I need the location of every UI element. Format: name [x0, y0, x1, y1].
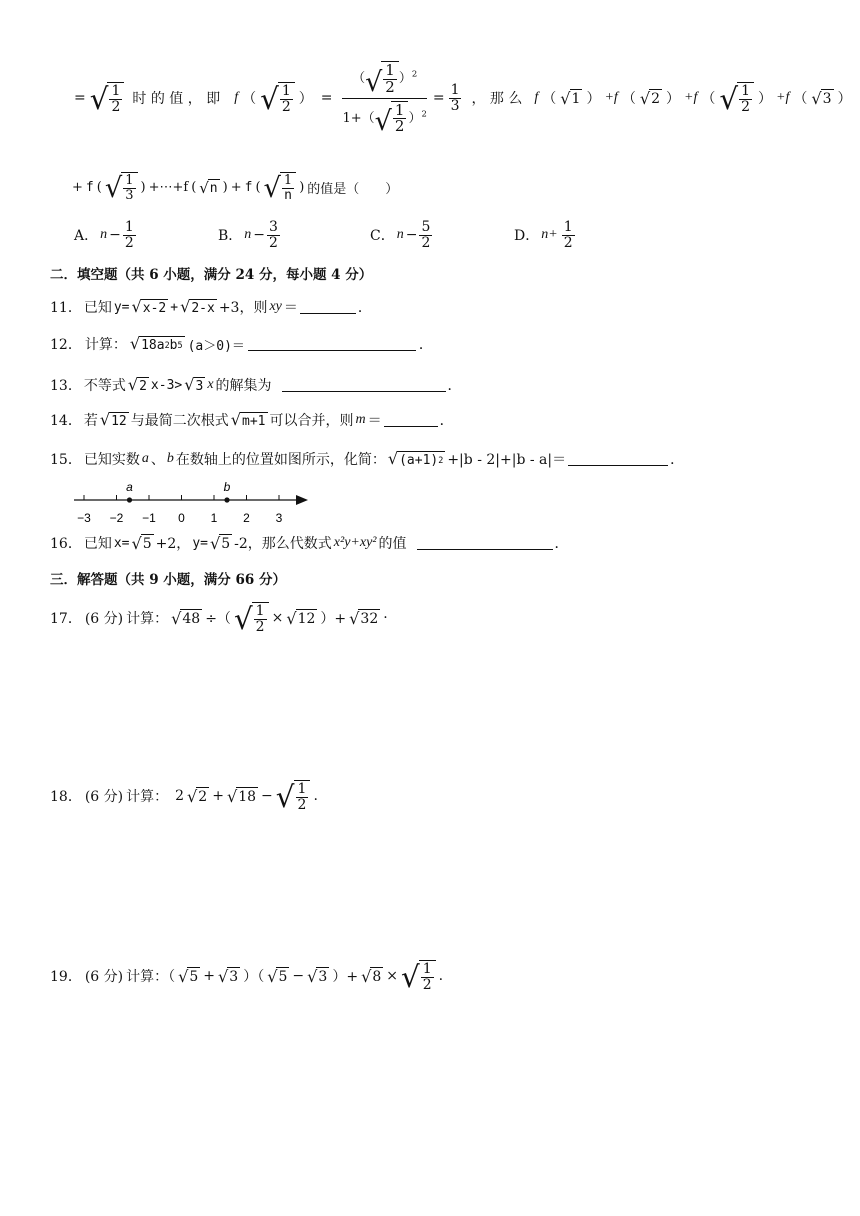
answer-blank[interactable] — [568, 453, 668, 466]
q10-line2: + f ( √ 1 3 ) +⋯+f ( √ n ) + f ( √ 1 n ) 的值是（ ） — [72, 172, 399, 204]
q10-big-fraction: （ √ 1 2 ）$^2$ 1+（ √ 1 2 ）$^2$ — [342, 61, 427, 137]
number-line — [68, 478, 318, 528]
section-3-title: 三．解答题（共 9 小题，满分 66 分） — [50, 572, 286, 588]
question-19: 19． (6 分) 计算：（ √ 5 + √ 3 ）（ √ 5 − √ 3 ）+ √ 8 × √ 1 2 . — [50, 959, 444, 994]
q10-options — [74, 216, 634, 254]
sqrt-half: √ 1 2 — [260, 82, 295, 114]
number-line-tick-label: 0 — [178, 511, 185, 525]
number-line-tick-label: 3 — [275, 511, 283, 525]
question-11: 11． 已知 y= √ x-2 + √ 2-x +3，则 xy ＝ ． — [50, 297, 372, 317]
answer-blank[interactable] — [248, 338, 416, 351]
arrow-head-icon — [296, 495, 308, 505]
f-symbol: f — [234, 90, 239, 105]
one-third: $\frac{1}{3}$ — [450, 81, 460, 114]
question-17: 17． (6 分) 计算： √ 48 ÷（ √ 1 2 × √ 12 ）+ √ 32 · — [50, 601, 388, 636]
number-line-tick-label: −2 — [109, 511, 124, 525]
number-line-tick-label: −3 — [77, 511, 91, 525]
question-15: 15． 已知实数 a 、 b 在数轴上的位置如图所示，化简： √ (a+1) 2 +|b - 2|+|b - a|＝ ． — [50, 449, 685, 469]
number-line-point-a — [127, 497, 132, 502]
question-16: 16． 已知 x= √ 5 +2， y= √ 5 -2，那么代数式 x²y+xy² 的值 ． — [50, 533, 569, 553]
number-line-point-b — [224, 497, 229, 502]
number-line-tick-label: 2 — [243, 511, 250, 525]
equals-sign: = — [74, 90, 86, 106]
option-a: A． n − $\frac{1}{2}$ — [74, 218, 134, 251]
section-2-title: 二．填空题（共 6 小题，满分 24 分，每小题 4 分） — [50, 267, 373, 283]
answer-blank[interactable] — [300, 301, 356, 314]
question-14: 14． 若 √ 12 与最简二次根式 √ m+1 可以合并，则 m ＝ ． — [50, 410, 454, 430]
q10-when-text: 时 的 值 ， 即 — [132, 91, 221, 107]
question-18: 18． (6 分) 计算： 2 √ 2 + √ 18 − √ 1 2 . — [50, 779, 318, 814]
question-12: 12． 计算： √ 18a 2 b 5 (a＞0)＝ ． — [50, 334, 433, 354]
answer-blank[interactable] — [282, 379, 446, 392]
question-13: 13． 不等式 √ 2 x-3> √ 3 x 的解集为 ． — [50, 375, 462, 395]
number-line-tick-label: −1 — [142, 511, 156, 525]
q10-line1: = √ 1 2 时 的 值 ， 即 f （ √ 1 2 ） = （ √ 1 2 ）$^2$ 1+（ √ 1 2 ）$^2$ = $\frac{1}{3}$ ， 那 么 f （ √ 1 ） +f （ √ 2 ） +f （ √ 1 2 ） +f （ √ 3 ） — [74, 61, 852, 137]
option-c: C． n − $\frac{5}{2}$ — [370, 218, 431, 251]
number-line-point-label: a — [126, 480, 133, 494]
option-b: B． n − $\frac{3}{2}$ — [218, 218, 278, 251]
answer-blank[interactable] — [384, 414, 438, 427]
number-line-tick-label: 1 — [210, 511, 218, 525]
sqrt-half: √ 1 2 — [90, 82, 125, 114]
number-line-point-label: b — [223, 480, 231, 494]
option-d: D． n+ 1 2 — [514, 218, 573, 251]
answer-blank[interactable] — [417, 537, 553, 550]
